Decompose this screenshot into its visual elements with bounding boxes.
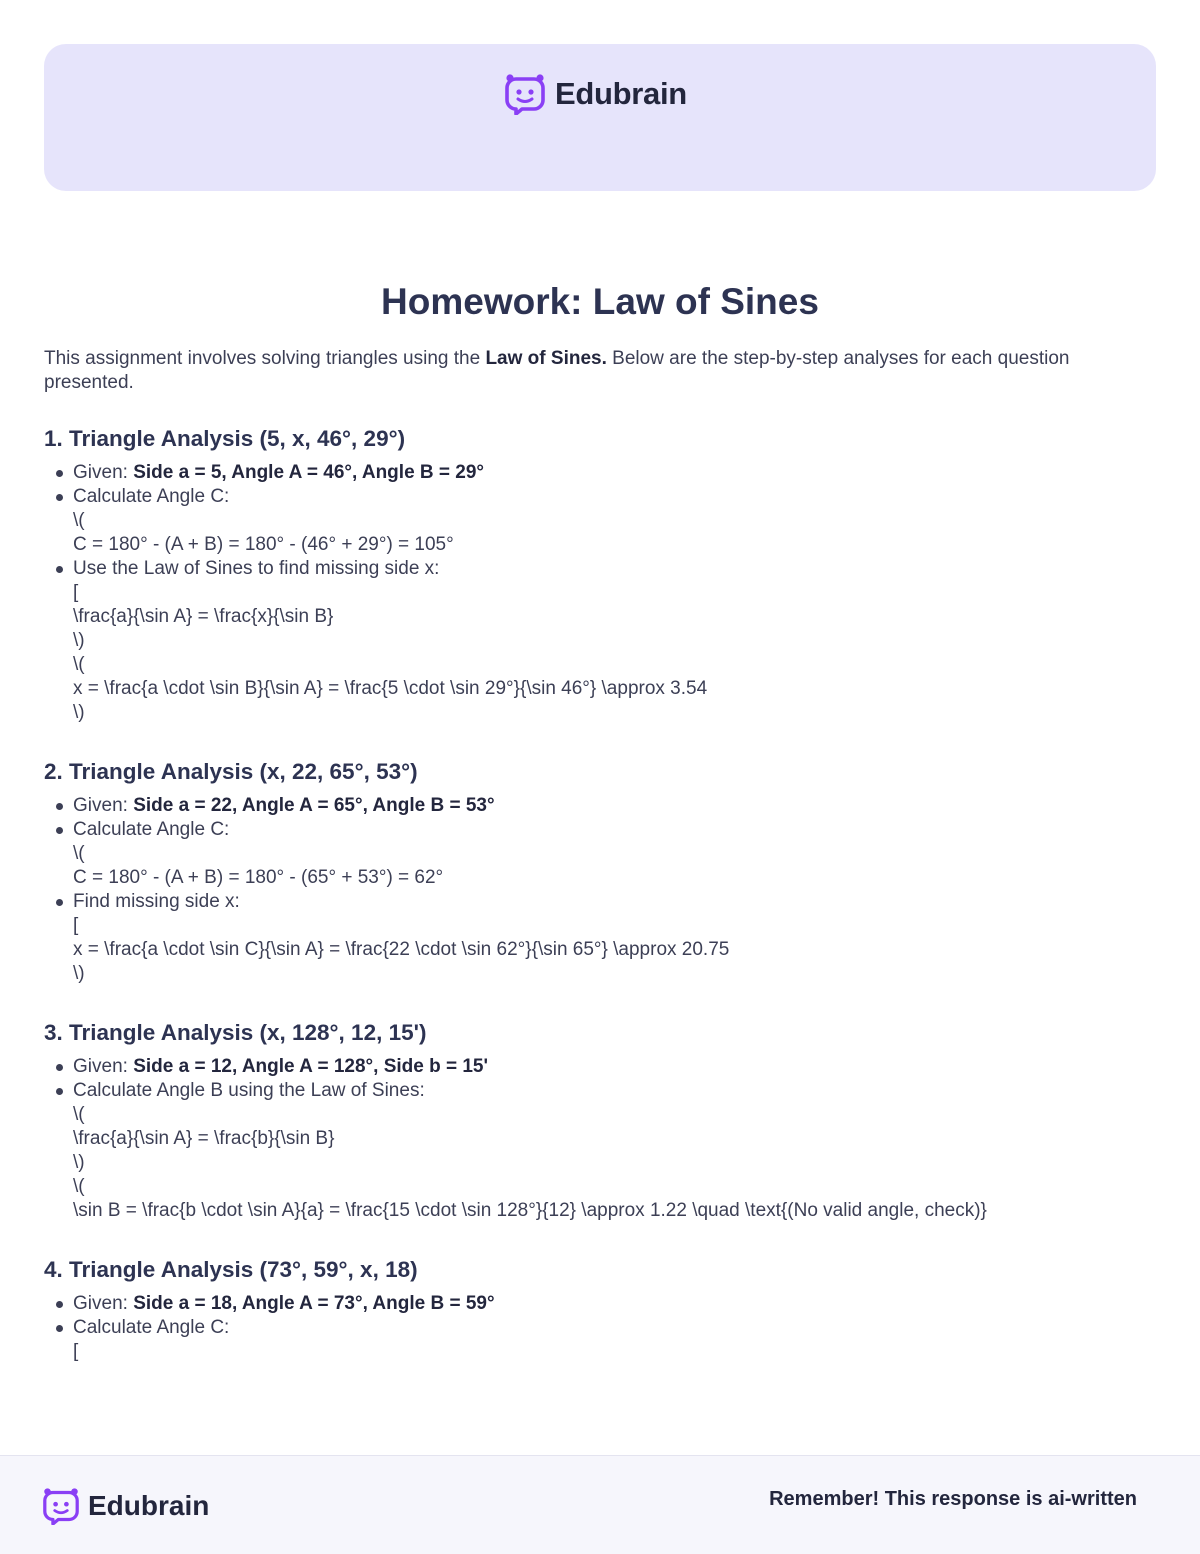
formula-line: [ [73, 1341, 79, 1362]
footer-brand[interactable] [43, 1487, 209, 1525]
step-text: Calculate Angle B using the Law of Sines: [73, 1080, 425, 1101]
formula-line: \) [73, 963, 85, 984]
step-item [44, 557, 1156, 725]
formula-line: \( [73, 843, 85, 864]
formula-line: \( [73, 654, 85, 675]
header-banner [44, 44, 1156, 191]
formula-line: \( [73, 510, 85, 531]
step-item [44, 1316, 1156, 1364]
given-item [44, 461, 1156, 485]
step-item [44, 485, 1156, 557]
formula-line: C = 180° - (A + B) = 180° - (65° + 53°) = 62° [73, 867, 444, 888]
given-values: Side a = 5, Angle A = 46°, Angle B = 29° [133, 462, 485, 483]
section-heading: 1. Triangle Analysis (5, x, 46°, 29°) [44, 426, 406, 451]
given-label: Given: [73, 795, 134, 816]
formula-line: \( [73, 1104, 85, 1125]
step-text: Use the Law of Sines to find missing side x: [73, 558, 440, 579]
formula-line: [ [73, 582, 79, 603]
formula-line: \frac{a}{\sin A} = \frac{x}{\sin B} [73, 606, 334, 627]
page-title: Homework: Law of Sines [381, 281, 819, 322]
step-text: Find missing side x: [73, 891, 240, 912]
formula-line: \) [73, 630, 85, 651]
formula-line: \frac{a}{\sin A} = \frac{b}{\sin B} [73, 1128, 335, 1149]
step-item [44, 1079, 1156, 1223]
document-body [44, 278, 1156, 1364]
step-list [44, 794, 1156, 986]
bullet-icon [56, 1088, 63, 1095]
edubrain-logo-icon [43, 1487, 79, 1525]
footer [0, 1455, 1200, 1554]
step-list [44, 1055, 1156, 1223]
intro-text-before: This assignment involves solving triangles using the [44, 348, 486, 369]
intro-text-after: Below are the step-by-step analyses for each question presented. [44, 348, 1070, 393]
given-label: Given: [73, 1056, 134, 1077]
given-item [44, 1292, 1156, 1316]
sections-container [44, 425, 1156, 1364]
step-text: Calculate Angle C: [73, 819, 230, 840]
formula-line: C = 180° - (A + B) = 180° - (46° + 29°) = 105° [73, 534, 454, 555]
given-item [44, 794, 1156, 818]
given-values: Side a = 12, Angle A = 128°, Side b = 15' [133, 1056, 489, 1077]
bullet-icon [56, 899, 63, 906]
given-label: Given: [73, 462, 134, 483]
formula-line: \sin B = \frac{b \cdot \sin A}{a} = \frac{15 \cdot \sin 128°}{12} \approx 1.22 \quad \text{(No valid angle, check)} [73, 1200, 987, 1221]
section-heading: 4. Triangle Analysis (73°, 59°, x, 18) [44, 1257, 418, 1282]
header-brand[interactable] [505, 73, 687, 115]
brand-name: Edubrain [555, 76, 687, 111]
formula-line: \( [73, 1176, 85, 1197]
intro-paragraph [44, 347, 1156, 395]
bullet-icon [56, 1325, 63, 1332]
given-values: Side a = 18, Angle A = 73°, Angle B = 59° [133, 1293, 495, 1314]
formula-line: x = \frac{a \cdot \sin B}{\sin A} = \frac{5 \cdot \sin 29°}{\sin 46°} \approx 3.54 [73, 678, 708, 699]
bullet-icon [56, 827, 63, 834]
given-item [44, 1055, 1156, 1079]
formula-line: [ [73, 915, 79, 936]
section-heading: 2. Triangle Analysis (x, 22, 65°, 53°) [44, 759, 418, 784]
bullet-icon [56, 1064, 63, 1071]
bullet-icon [56, 566, 63, 573]
step-text: Calculate Angle C: [73, 486, 230, 507]
bullet-icon [56, 803, 63, 810]
formula-line: x = \frac{a \cdot \sin C}{\sin A} = \frac{22 \cdot \sin 62°}{\sin 65°} \approx 20.75 [73, 939, 730, 960]
bullet-icon [56, 470, 63, 477]
formula-line: \) [73, 1152, 85, 1173]
step-list [44, 461, 1156, 725]
bullet-icon [56, 494, 63, 501]
footer-brand-name: Edubrain [88, 1490, 210, 1521]
step-text: Calculate Angle C: [73, 1317, 230, 1338]
step-list [44, 1292, 1156, 1364]
ai-disclaimer: Remember! This response is ai-written [769, 1488, 1137, 1510]
given-label: Given: [73, 1293, 134, 1314]
intro-text-bold: Law of Sines. [485, 348, 607, 369]
step-item [44, 890, 1156, 986]
formula-line: \) [73, 702, 85, 723]
section-heading: 3. Triangle Analysis (x, 128°, 12, 15') [44, 1020, 427, 1045]
step-item [44, 818, 1156, 890]
bullet-icon [56, 1301, 63, 1308]
edubrain-logo-icon [505, 73, 545, 115]
given-values: Side a = 22, Angle A = 65°, Angle B = 53° [133, 795, 495, 816]
